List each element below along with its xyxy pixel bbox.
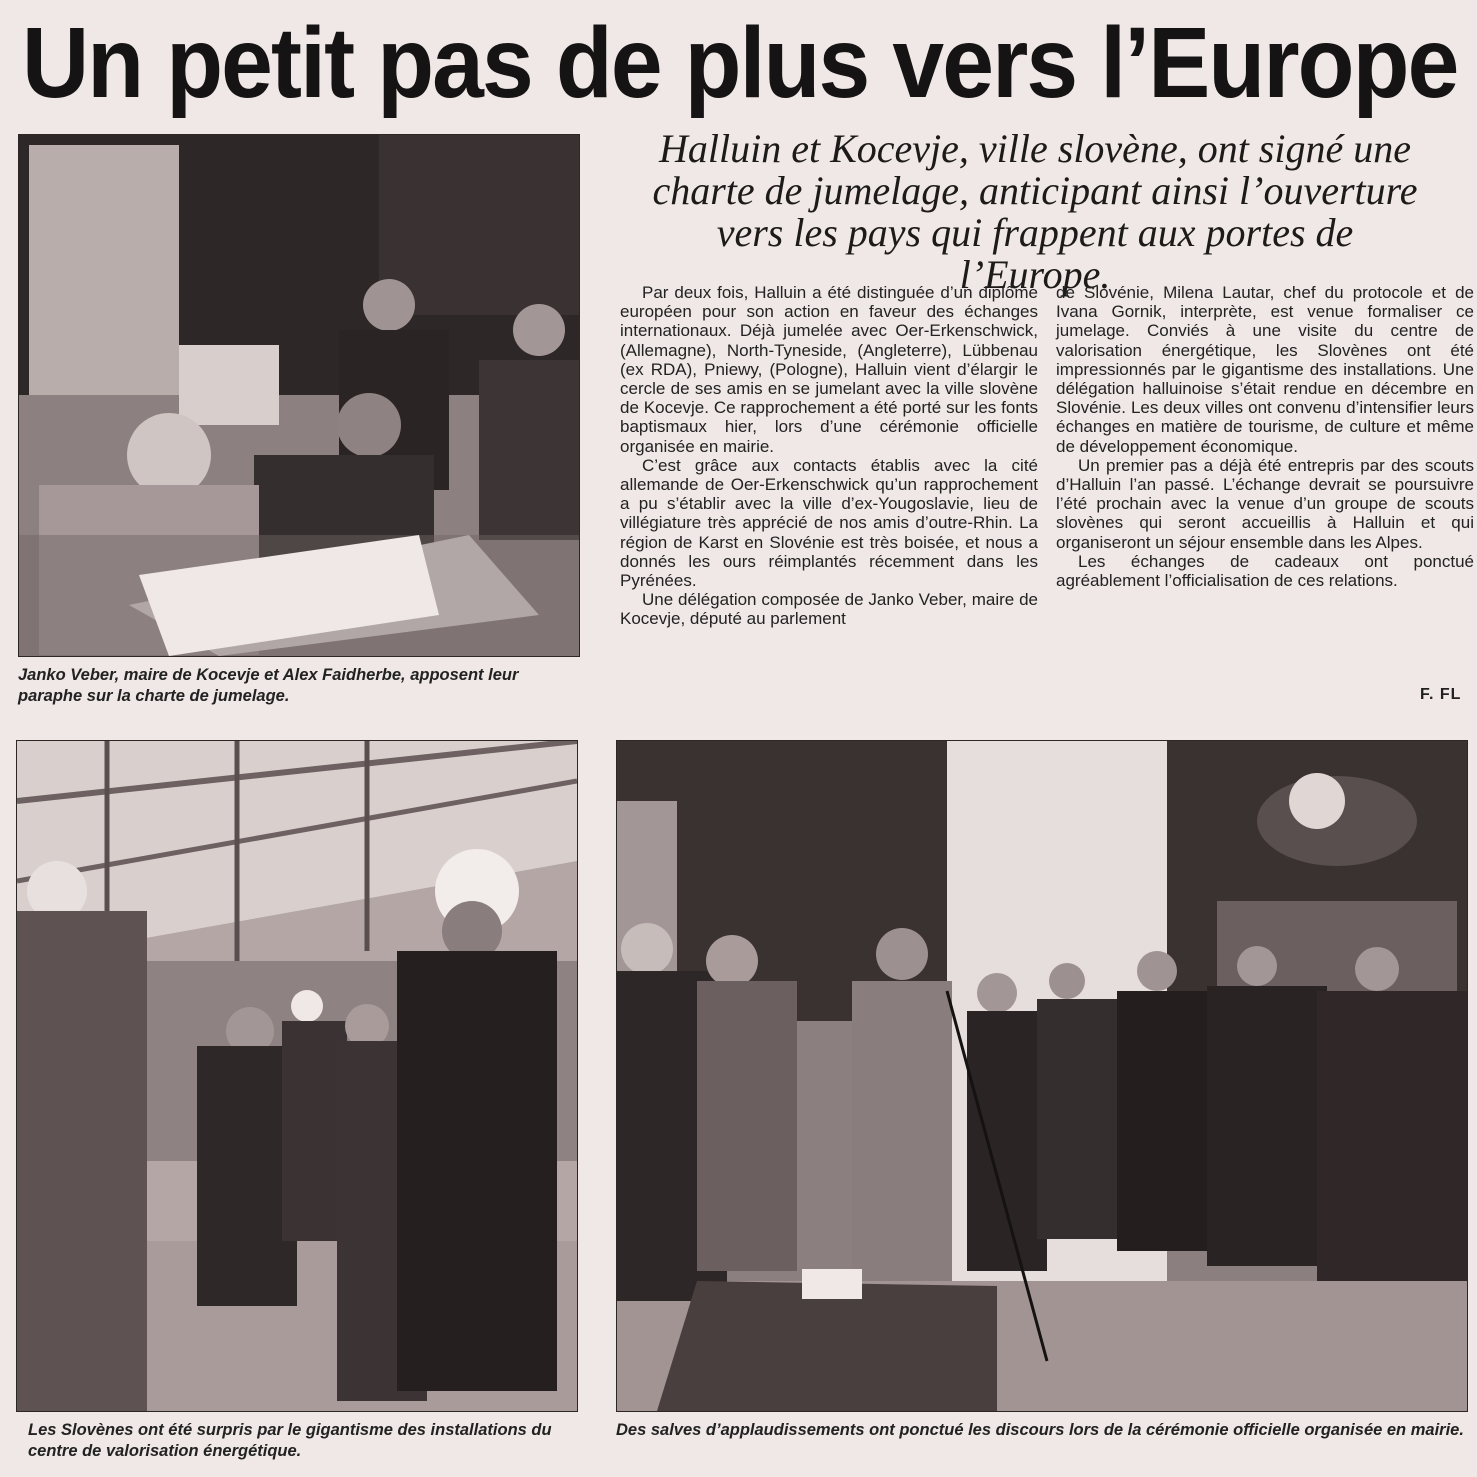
article-column-left (620, 283, 1038, 629)
article-headline: Un petit pas de plus vers l’Europe (22, 7, 1458, 119)
article-deck: Halluin et Kocevje, ville slovène, ont signé une charte de jumelage, anticipant ainsi l’ouverture vers les pays qui frappent aux portes de l’Europe. (652, 126, 1418, 297)
paragraph: Un premier pas a déjà été entrepris par des scouts d’Halluin l’an passé. L’échange devrait se poursuivre l’été prochain avec la venue d’un groupe de scouts slovènes qui seront accueillis à Halluin et qui organiseront un séjour ensemble dans les Alpes. (1056, 455, 1474, 552)
plant-photo-image (17, 741, 577, 1411)
article-byline: F. FL (1420, 686, 1462, 703)
photo-plant (16, 740, 578, 1412)
reception-photo-image (617, 741, 1467, 1411)
caption-plant: Les Slovènes ont été surpris par le gigantisme des installations du centre de valorisation énergétique. (28, 1421, 552, 1460)
paragraph: Par deux fois, Halluin a été distinguée d’un diplôme européen pour son action en faveur des échanges internationaux. Déjà jumelée avec Oer-Erkenschwick, (Allemagne), North-Tyneside, (Angleterre), Lübbenau (ex RDA), Pniewy, (Pologne), Halluin vient d’élargir le cercle de ses amis en se jumelant avec la ville slovène de Kocevje. Ce rapprochement a été porté sur les fonts baptismaux hier, lors d’une cérémonie officielle organisée en mairie. (620, 283, 1038, 456)
paragraph: Les échanges de cadeaux ont ponctué agréablement l’officialisation de ces relations. (1056, 551, 1474, 591)
article-column-right (1056, 283, 1474, 590)
signing-photo-image (19, 135, 579, 656)
photo-signing (18, 134, 580, 657)
paragraph: Une délégation composée de Janko Veber, maire de Kocevje, député au parlement (620, 590, 1038, 629)
paragraph: C’est grâce aux contacts établis avec la cité allemande de Oer-Erkenschwick qu’un rapprochement a pu s’établir avec la ville d’ex-Yougoslavie, lieu de villégiature très apprécié de nos amis d’outre-Rhin. La région de Karst en Slovénie est très boisée, et nous a donnés les ours réimplantés récemment dans les Pyrénées. (620, 455, 1038, 591)
photo-reception (616, 740, 1468, 1412)
paragraph: de Slovénie, Milena Lautar, chef du protocole et de Ivana Gornik, interprète, est venue formaliser ce jumelage. Conviés à une visite du centre de valorisation énergétique, les Slovènes ont été impressionnés par le gigantisme des installations. Une délégation halluinoise s’était rendue en décembre en Slovénie. Les deux villes ont convenu d’intensifier leurs échanges en matière de tourisme, de culture et même de développement économique. (1056, 283, 1474, 456)
caption-reception: Des salves d’applaudissements ont ponctué les discours lors de la cérémonie officielle organisée en mairie. (616, 1421, 1464, 1439)
article-body (620, 283, 1474, 703)
caption-signing: Janko Veber, maire de Kocevje et Alex Faidherbe, apposent leur paraphe sur la charte de jumelage. (18, 666, 519, 705)
